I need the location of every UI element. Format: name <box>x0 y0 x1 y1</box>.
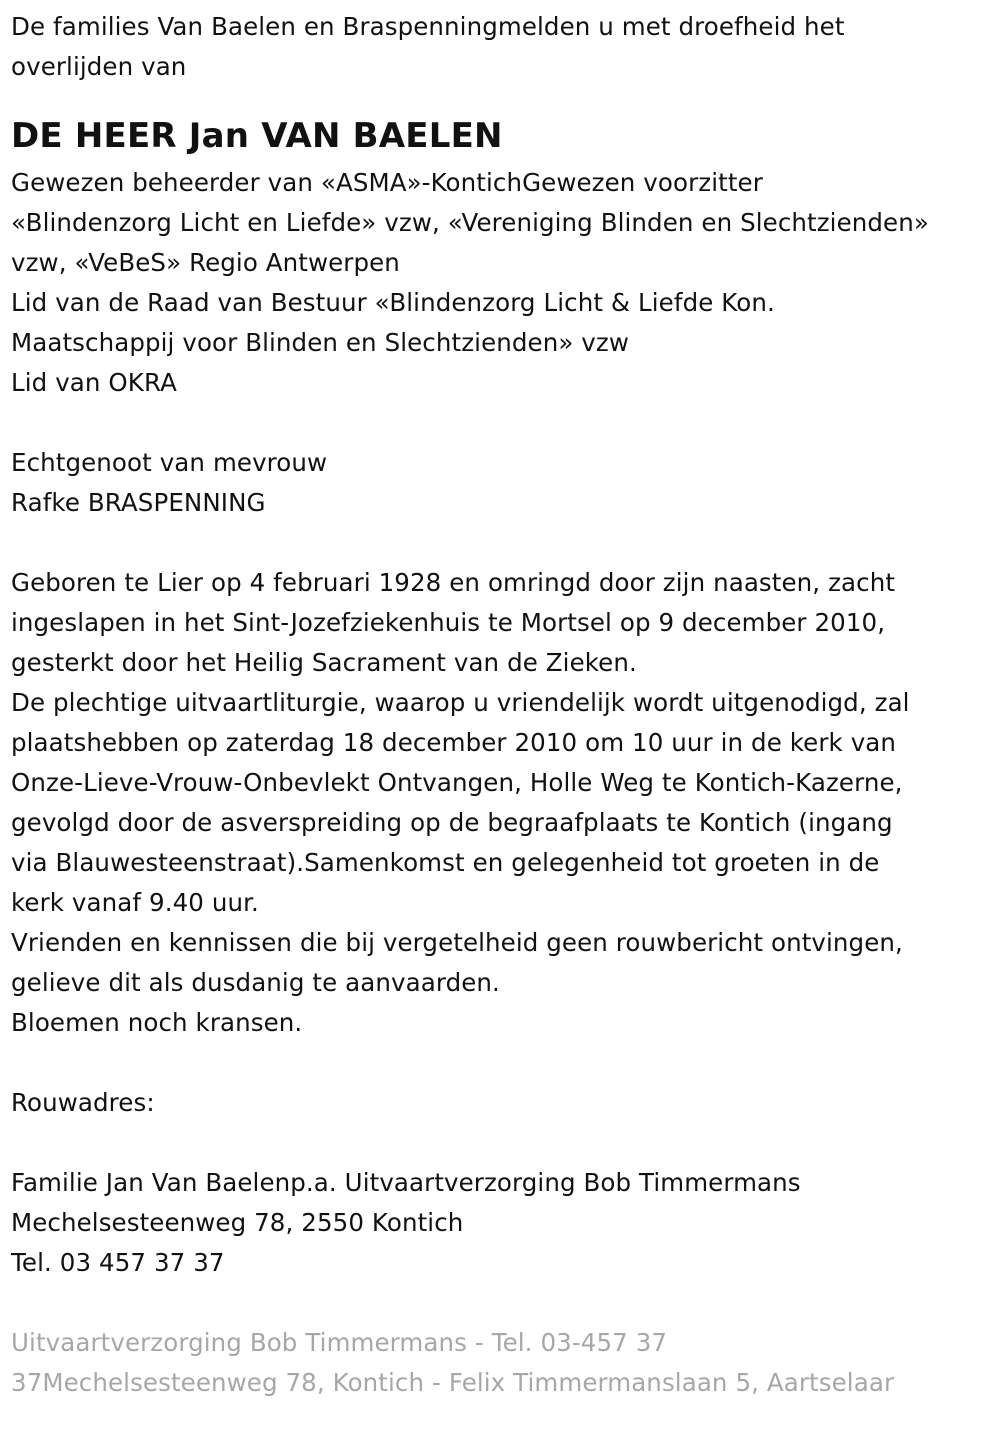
intro-line: overlijden van <box>11 52 187 81</box>
body-line: kerk vanaf 9.40 uur. <box>11 888 259 917</box>
death-notice <box>11 7 996 1403</box>
address-line: Mechelsesteenweg 78, 2550 Kontich <box>11 1208 464 1237</box>
footer-line: Uitvaartverzorging Bob Timmermans - Tel. 03-457 37 <box>11 1328 668 1357</box>
address-block <box>11 1163 996 1283</box>
function-line: vzw, «VeBeS» Regio Antwerpen <box>11 248 400 277</box>
spouse-paragraph <box>11 443 996 523</box>
address-line: Familie Jan Van Baelenp.a. Uitvaartverzorging Bob Timmermans <box>11 1168 801 1197</box>
body-line: ingeslapen in het Sint-Jozefziekenhuis te Mortsel op 9 december 2010, <box>11 608 886 637</box>
intro-paragraph <box>11 7 996 87</box>
spacer <box>11 403 996 443</box>
intro-line: De families Van Baelen en Braspenningmelden u met droefheid het <box>11 12 845 41</box>
body-line: via Blauwesteenstraat).Samenkomst en gelegenheid tot groeten in de <box>11 848 880 877</box>
footer-line: 37Mechelsesteenweg 78, Kontich - Felix Timmermanslaan 5, Aartselaar <box>11 1368 895 1397</box>
body-line: gelieve dit als dusdanig te aanvaarden. <box>11 968 500 997</box>
body-line: De plechtige uitvaartliturgie, waarop u vriendelijk wordt uitgenodigd, zal <box>11 688 910 717</box>
body-line: gesterkt door het Heilig Sacrament van de Zieken. <box>11 648 637 677</box>
body-line: Geboren te Lier op 4 februari 1928 en omringd door zijn naasten, zacht <box>11 568 896 597</box>
function-line: Lid van de Raad van Bestuur «Blindenzorg Licht & Liefde Kon. <box>11 288 775 317</box>
funeral-home-footer <box>11 1323 996 1403</box>
spouse-line: Rafke BRASPENNING <box>11 488 266 517</box>
body-line: gevolgd door de asverspreiding op de begraafplaats te Kontich (ingang <box>11 808 893 837</box>
function-line: Lid van OKRA <box>11 368 177 397</box>
body-line: Vrienden en kennissen die bij vergetelheid geen rouwbericht ontvingen, <box>11 928 903 957</box>
address-line: Tel. 03 457 37 37 <box>11 1248 225 1277</box>
body-line: plaatshebben op zaterdag 18 december 2010 om 10 uur in de kerk van <box>11 728 897 757</box>
spacer <box>11 87 996 109</box>
body-paragraph <box>11 563 996 1043</box>
function-line: Maatschappij voor Blinden en Slechtzienden» vzw <box>11 328 630 357</box>
spacer <box>11 1123 996 1163</box>
spouse-line: Echtgenoot van mevrouw <box>11 448 328 477</box>
body-line: Onze-Lieve-Vrouw-Onbevlekt Ontvangen, Holle Weg te Kontich-Kazerne, <box>11 768 903 797</box>
spacer <box>11 1043 996 1083</box>
function-line: «Blindenzorg Licht en Liefde» vzw, «Vereniging Blinden en Slechtzienden» <box>11 208 929 237</box>
body-line: Bloemen noch kransen. <box>11 1008 303 1037</box>
function-line: Gewezen beheerder van «ASMA»-KontichGewezen voorzitter <box>11 168 763 197</box>
spacer <box>11 1283 996 1323</box>
functions-paragraph <box>11 163 996 403</box>
address-label: Rouwadres: <box>11 1088 155 1117</box>
spacer <box>11 523 996 563</box>
deceased-name-title: DE HEER Jan VAN BAELEN <box>11 116 503 156</box>
